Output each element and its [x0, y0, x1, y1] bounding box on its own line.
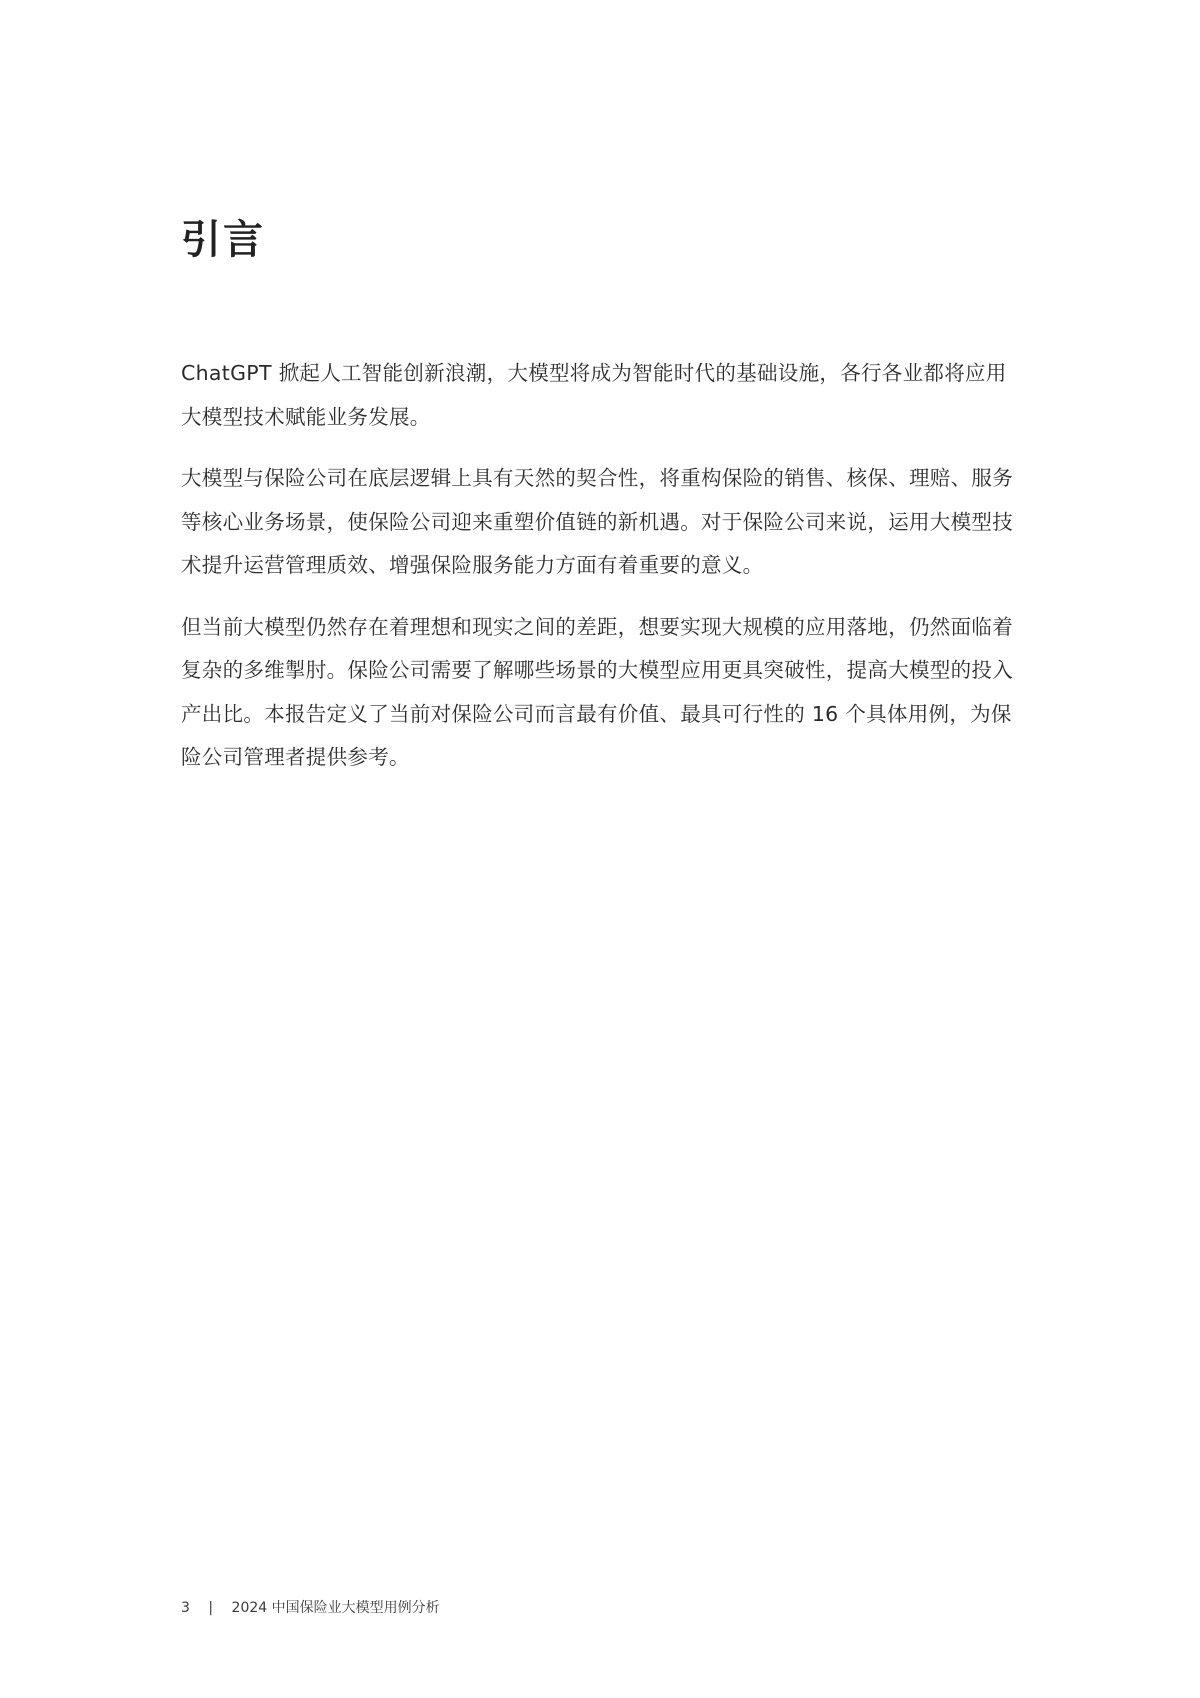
document-title: 2024 中国保险业大模型用例分析	[231, 1600, 440, 1616]
paragraph-1: ChatGPT 掀起人工智能创新浪潮，大模型将成为智能时代的基础设施，各行各业都将应用大模型技术赋能业务发展。	[181, 361, 1007, 429]
footer-separator: |	[208, 1600, 214, 1616]
body-text	[181, 352, 1026, 798]
page-title: 引言	[181, 217, 265, 263]
paragraph-3: 但当前大模型仍然存在着理想和现实之间的差距，想要实现大规模的应用落地，仍然面临着复杂的多维掣肘。保险公司需要了解哪些场景的大模型应用更具突破性，提高大模型的投入产出比。本报告定义了当前对保险公司而言最有价值、最具可行性的 16 个具体用例，为保险公司管理者提供参考。	[181, 614, 1013, 769]
paragraph-2: 大模型与保险公司在底层逻辑上具有天然的契合性，将重构保险的销售、核保、理赔、服务等核心业务场景，使保险公司迎来重塑价值链的新机遇。对于保险公司来说，运用大模型技术提升运营管理质效、增强保险服务能力方面有着重要的意义。	[181, 466, 1013, 577]
page-number: 3	[181, 1600, 190, 1616]
page-footer	[181, 1598, 440, 1618]
